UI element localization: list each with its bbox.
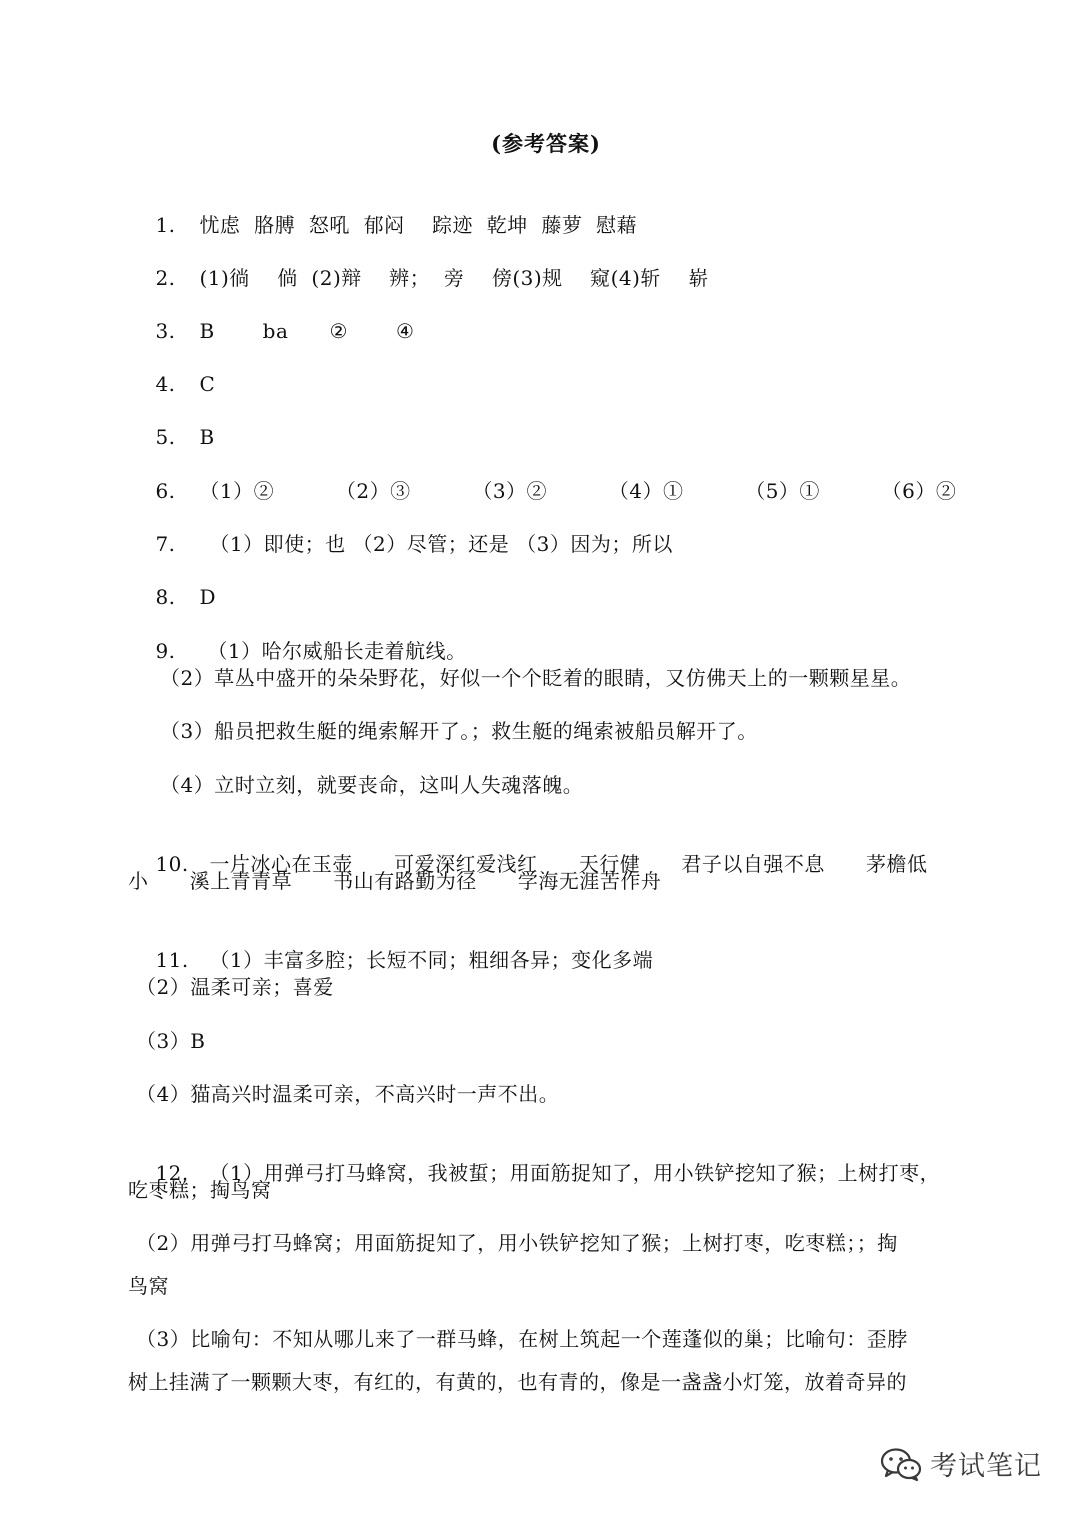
answer-text: D [199, 585, 216, 609]
answer-number: 6. [155, 479, 176, 503]
answer-12-sub-3: （3）比喻句：不知从哪儿来了一群马蜂，在树上筑起一个莲蓬似的巢；比喻句：歪脖 [136, 1327, 908, 1351]
answer-text: (1)徜 倘 (2)辩 辨； 旁 傍(3)规 窥(4)斩 崭 [199, 266, 709, 290]
answer-number: 5. [155, 425, 176, 449]
answer-text: （1）丰富多腔；长短不同；粗细各异；变化多端 [209, 948, 654, 972]
answer-10-cont: 小 溪上青青草 书山有路勤为径 学海无涯苦作舟 [128, 869, 662, 893]
answer-text: （1）哈尔威船长走着航线。 [207, 639, 467, 663]
answer-text: 忧虑 胳膊 怒吼 郁闷 踪迹 乾坤 藤萝 慰藉 [199, 213, 638, 237]
answer-11-sub-3: （3）B [136, 1029, 206, 1053]
answer-number: 11. [155, 948, 189, 972]
answer-number: 3. [155, 319, 176, 343]
answer-number: 10. [155, 852, 189, 876]
answer-9-sub-2: （2）草丛中盛开的朵朵野花，好似一个个眨着的眼睛，又仿佛天上的一颗颗星星。 [160, 666, 912, 690]
answer-number: 2. [155, 266, 176, 290]
answer-number: 4. [155, 372, 176, 396]
answer-number: 1. [155, 213, 176, 237]
answer-12-cont-1: 吃枣糕；掏鸟窝 [128, 1178, 272, 1202]
answer-number: 12. [155, 1161, 189, 1185]
page-title: (参考答案) [491, 131, 601, 156]
answer-11-sub-4: （4）猫高兴时温柔可亲，不高兴时一声不出。 [136, 1082, 560, 1106]
watermark-text: 考试笔记 [930, 1451, 1042, 1482]
answer-11-sub-2: （2）温柔可亲；喜爱 [136, 975, 334, 999]
answer-9-sub-3: （3）船员把救生艇的绳索解开了。；救生艇的绳索被船员解开了。 [160, 719, 758, 743]
answer-9-sub-4: （4）立时立刻，就要丧命，这叫人失魂落魄。 [160, 773, 584, 797]
answer-text: （1）用弹弓打马蜂窝，我被蜇；用面筋捉知了，用小铁铲挖知了猴；上树打枣， [209, 1161, 941, 1185]
answer-text: （1）即使；也 （2）尽管；还是 （3）因为；所以 [209, 532, 673, 556]
watermark [880, 1444, 1042, 1483]
wechat-icon [880, 1446, 922, 1482]
answer-text: B [199, 425, 215, 449]
answer-12-sub-2: （2）用弹弓打马蜂窝；用面筋捉知了，用小铁铲挖知了猴；上树打枣，吃枣糕；；掏 [136, 1231, 898, 1255]
answer-number: 9. [155, 639, 176, 663]
answer-number: 8. [155, 585, 176, 609]
answer-text: B ba ② ④ [199, 319, 415, 343]
answer-12-cont-3: 树上挂满了一颗颗大枣，有红的，有黄的，也有青的，像是一盏盏小灯笼，放着奇异的 [128, 1370, 907, 1394]
answer-text: C [199, 372, 216, 396]
answer-text: （1）② （2）③ （3）② （4）① （5）① （6）② [199, 479, 957, 503]
answer-number: 7. [155, 532, 176, 556]
answer-text: 一片冰心在玉壶 可爱深红爱浅红 天行健 君子以自强不息 茅檐低 [209, 852, 928, 876]
answer-12-cont-2: 鸟窝 [128, 1274, 169, 1298]
